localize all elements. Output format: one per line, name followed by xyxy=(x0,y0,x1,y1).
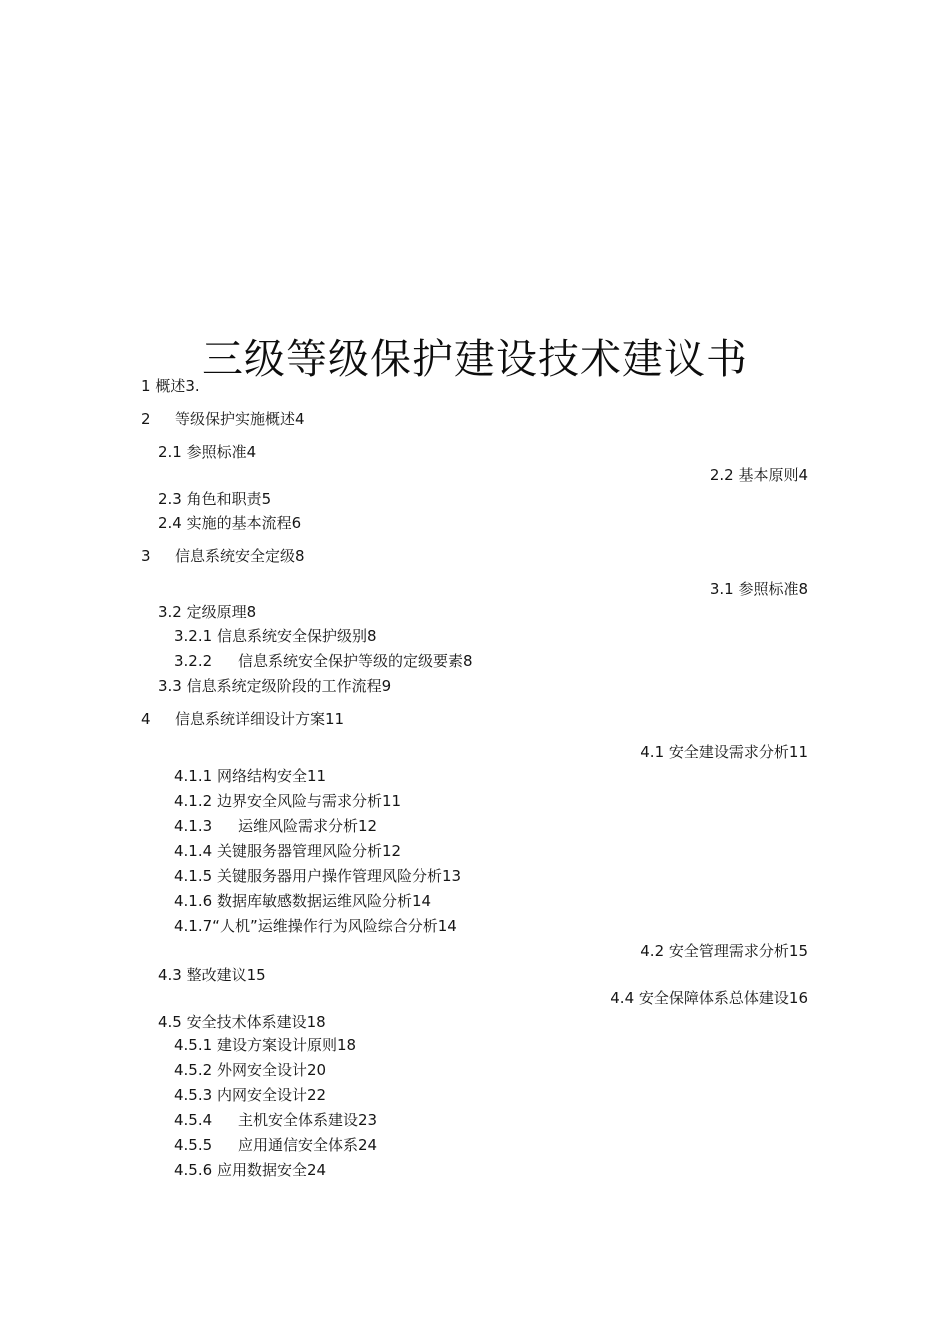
toc-text: 实施的基本流程6 xyxy=(186,514,302,532)
toc-text: 信息系统安全定级8 xyxy=(175,547,305,565)
toc-number: 3.2 xyxy=(158,603,182,621)
toc-text: 信息系统详细设计方案11 xyxy=(175,710,345,728)
toc-text: 关键服务器管理风险分析12 xyxy=(216,842,402,860)
toc-number: 3 xyxy=(141,547,151,565)
toc-number: 2.2 xyxy=(709,466,734,484)
toc-entry-3[interactable] xyxy=(141,546,305,566)
toc-number: 4.1.1 xyxy=(174,767,213,785)
toc-number: 4.3 xyxy=(158,966,182,984)
toc-text: 基本原则4 xyxy=(738,466,808,484)
toc-text: 网络结构安全11 xyxy=(216,767,327,785)
toc-number: 4.1.7 xyxy=(174,917,213,935)
toc-text: 定级原理8 xyxy=(186,603,257,621)
toc-text: 建设方案设计原则18 xyxy=(216,1036,357,1054)
toc-entry-2[interactable] xyxy=(141,409,305,429)
toc-number: 4.5 xyxy=(158,1013,182,1031)
toc-number: 2.3 xyxy=(158,490,182,508)
toc-text: 外网安全设计20 xyxy=(216,1061,327,1079)
toc-text: 安全保障体系总体建设16 xyxy=(638,989,808,1007)
toc-number: 4.1.3 xyxy=(174,817,213,835)
toc-number: 4.5.5 xyxy=(174,1136,213,1154)
toc-text: “人机”运维操作行为风险综合分析14 xyxy=(212,917,457,935)
toc-entry-4-5-6[interactable] xyxy=(174,1160,326,1180)
toc-entry-3-2-1[interactable] xyxy=(174,626,377,646)
toc-text: 运维风险需求分析12 xyxy=(238,817,378,835)
toc-entry-4-5-4[interactable] xyxy=(174,1110,377,1130)
toc-number: 4.5.3 xyxy=(174,1086,213,1104)
toc-entry-4-5-1[interactable] xyxy=(174,1035,356,1055)
toc-text: 信息系统定级阶段的工作流程9 xyxy=(186,677,392,695)
toc-text: 安全管理需求分析15 xyxy=(668,942,808,960)
toc-number: 2.1 xyxy=(158,443,182,461)
toc-entry-2-2[interactable] xyxy=(710,465,808,485)
toc-entry-4-5-2[interactable] xyxy=(174,1060,326,1080)
toc-number: 3.1 xyxy=(709,580,734,598)
toc-number: 4.1 xyxy=(640,743,665,761)
toc-text: 安全技术体系建设18 xyxy=(186,1013,326,1031)
toc-number: 2 xyxy=(141,410,151,428)
toc-entry-3-2[interactable] xyxy=(158,602,256,622)
toc-entry-4-5[interactable] xyxy=(158,1012,326,1032)
toc-text: 信息系统安全保护等级的定级要素8 xyxy=(238,652,473,670)
toc-entry-4-5-5[interactable] xyxy=(174,1135,377,1155)
toc-number: 1 xyxy=(141,377,151,395)
toc-entry-2-1[interactable] xyxy=(158,442,256,462)
toc-entry-4-1-6[interactable] xyxy=(174,891,431,911)
toc-entry-2-4[interactable] xyxy=(158,513,301,533)
toc-number: 4.5.2 xyxy=(174,1061,213,1079)
toc-text: 信息系统安全保护级别8 xyxy=(216,627,377,645)
toc-number: 4 xyxy=(141,710,151,728)
toc-entry-2-3[interactable] xyxy=(158,489,271,509)
toc-text: 主机安全体系建设23 xyxy=(238,1111,378,1129)
toc-text: 应用通信安全体系24 xyxy=(238,1136,378,1154)
toc-text: 整改建议15 xyxy=(186,966,266,984)
toc-number: 4.1.6 xyxy=(174,892,213,910)
toc-number: 2.4 xyxy=(158,514,182,532)
toc-entry-4-2[interactable] xyxy=(640,941,808,961)
toc-entry-4-1-7[interactable] xyxy=(174,916,457,936)
toc-number: 3.2.2 xyxy=(174,652,213,670)
toc-entry-1[interactable] xyxy=(141,376,200,396)
toc-entry-4-5-3[interactable] xyxy=(174,1085,326,1105)
toc-text: 数据库敏感数据运维风险分析14 xyxy=(216,892,432,910)
toc-number: 4.1.4 xyxy=(174,842,213,860)
toc-text: 参照标准8 xyxy=(738,580,808,598)
toc-text: 概述3. xyxy=(155,377,200,395)
toc-number: 4.5.4 xyxy=(174,1111,213,1129)
toc-entry-4-3[interactable] xyxy=(158,965,266,985)
toc-entry-3-3[interactable] xyxy=(158,676,391,696)
toc-text: 应用数据安全24 xyxy=(216,1161,327,1179)
document-title: 三级等级保护建设技术建议书 xyxy=(202,335,748,383)
toc-text: 安全建设需求分析11 xyxy=(668,743,808,761)
toc-entry-4-1-3[interactable] xyxy=(174,816,377,836)
toc-entry-4-4[interactable] xyxy=(610,988,808,1008)
toc-number: 4.4 xyxy=(610,989,635,1007)
toc-number: 4.5.6 xyxy=(174,1161,213,1179)
toc-number: 4.1.5 xyxy=(174,867,213,885)
toc-text: 关键服务器用户操作管理风险分析13 xyxy=(216,867,462,885)
toc-entry-4-1-1[interactable] xyxy=(174,766,326,786)
toc-entry-4[interactable] xyxy=(141,709,344,729)
toc-text: 参照标准4 xyxy=(186,443,257,461)
toc-entry-4-1[interactable] xyxy=(640,742,808,762)
toc-number: 4.5.1 xyxy=(174,1036,213,1054)
toc-number: 4.2 xyxy=(640,942,665,960)
toc-number: 3.3 xyxy=(158,677,182,695)
toc-entry-4-1-5[interactable] xyxy=(174,866,461,886)
toc-entry-4-1-4[interactable] xyxy=(174,841,401,861)
toc-text: 边界安全风险与需求分析11 xyxy=(216,792,402,810)
toc-entry-4-1-2[interactable] xyxy=(174,791,401,811)
toc-text: 内网安全设计22 xyxy=(216,1086,327,1104)
toc-text: 等级保护实施概述4 xyxy=(175,410,305,428)
toc-entry-3-1[interactable] xyxy=(710,579,808,599)
toc-text: 角色和职责5 xyxy=(186,490,272,508)
toc-entry-3-2-2[interactable] xyxy=(174,651,473,671)
toc-number: 4.1.2 xyxy=(174,792,213,810)
toc-number: 3.2.1 xyxy=(174,627,213,645)
